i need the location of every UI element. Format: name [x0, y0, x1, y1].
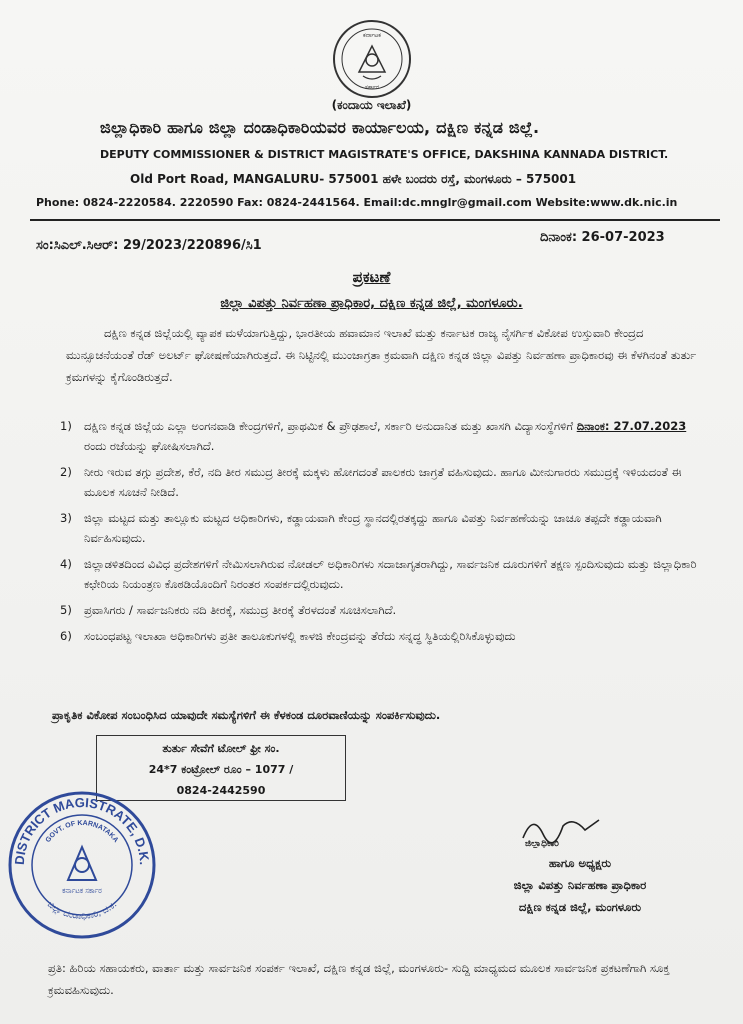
notice-title: ಪ್ರಕಟಣೆ	[352, 268, 391, 286]
stamp-emblem-icon	[68, 847, 96, 880]
item-text-after: ರಂದು ರಜೆಯನ್ನು ಘೋಷಿಸಲಾಗಿದೆ.	[84, 439, 215, 453]
list-item	[60, 462, 710, 502]
header-divider	[30, 219, 720, 221]
signatory-block	[460, 852, 700, 918]
office-title-kannada: ಜಿಲ್ಲಾಧಿಕಾರಿ ಹಾಗೂ ಜಿಲ್ಲಾ ದಂಡಾಧಿಕಾರಿಯವರ ಕಾರ್ಯಾಲಯ, ದಕ್ಷಿಣ ಕನ್ನಡ ಜಿಲ್ಲೆ.	[100, 118, 540, 137]
item-number: 5)	[60, 603, 72, 617]
stamp-outer-text: DISTRICT MAGISTRATE, D.K.	[11, 794, 153, 866]
list-item	[60, 600, 710, 620]
signature-scribble	[515, 808, 605, 848]
item-number: 6)	[60, 629, 72, 643]
office-contact: Phone: 0824-2220584. 2220590 Fax: 0824-2441564. Email:dc.mnglr@gmail.com Website:www.dk.nic.in	[36, 196, 678, 209]
emblem-bottom-text: ಸರ್ಕಾರ	[364, 84, 380, 91]
control-room-number: 24*7 ಕಂಟ್ರೋಲ್ ರೂಂ – 1077 /	[148, 763, 294, 776]
item-number: 4)	[60, 557, 72, 571]
signatory-line-3: ದಕ್ಷಿಣ ಕನ್ನಡ ಜಿಲ್ಲೆ, ಮಂಗಳೂರು	[518, 900, 642, 914]
office-address: Old Port Road, MANGALURU- 575001 ಹಳೇ ಬಂದರು ರಸ್ತೆ, ಮಂಗಳೂರು – 575001	[130, 172, 577, 186]
stamp-graphic	[2, 785, 162, 945]
stamp-center-text: ಕರ್ನಾಟಕ ಸರ್ಕಾರ	[62, 887, 102, 895]
reference-number: ಸಂ:ಸಿಎಲ್.ಸಿಆರ್: 29/2023/220896/ಸಿ1	[36, 238, 262, 253]
directive-list	[60, 416, 710, 652]
stamp-emblem-circle	[75, 858, 89, 872]
list-item	[60, 508, 710, 548]
item-text: ಜಿಲ್ಲಾಡಳಿತದಿಂದ ವಿವಿಧ ಪ್ರದೇಶಗಳಿಗೆ ನೇಮಿಸಲಾಗಿರುವ ನೋಡಲ್ ಅಧಿಕಾರಿಗಳು ಸದಾಜಾಗೃತರಾಗಿದ್ದು, ಸಾರ್ವಜನಿಕ ದೂರುಗಳಿಗೆ ತಕ್ಷಣ ಸ್ಪಂದಿಸುವುದು ಮತ್ತು ಜಿಲ್ಲಾಧಿಕಾರಿ ಕಛೇರಿಯ ನಿಯಂತ್ರಣ ಕೊಠಡಿಯೊಂದಿಗೆ ನಿರಂತರ ಸಂಪರ್ಕದಲ್ಲಿರುವುದು.	[84, 557, 697, 591]
document-date: ದಿನಾಂಕ: 26-07-2023	[540, 230, 665, 245]
district-magistrate-stamp	[2, 785, 162, 945]
list-item	[60, 626, 710, 646]
notice-subtitle: ಜಿಲ್ಲಾ ವಿಪತ್ತು ನಿರ್ವಹಣಾ ಪ್ರಾಧಿಕಾರ, ದಕ್ಷಿಣ ಕನ್ನಡ ಜಿಲ್ಲೆ, ಮಂಗಳೂರು.	[220, 296, 523, 311]
svg-text:GOVT. OF KARNATAKA	[45, 820, 120, 844]
control-room-phone: 0824-2442590	[176, 784, 266, 797]
item-text: ಸಂಬಂಧಪಟ್ಟ ಇಲಾಖಾ ಅಧಿಕಾರಿಗಳು ಪ್ರತೀ ತಾಲೂಕುಗಳಲ್ಲಿ ಕಾಳಜಿ ಕೇಂದ್ರವನ್ನು ತೆರೆದು ಸನ್ನದ್ಧ ಸ್ಥಿತಿಯಲ್ಲಿರಿಸಿಕೊಳ್ಳುವುದು	[84, 629, 516, 643]
item-number: 1)	[60, 419, 72, 433]
stamp-bottom-text: ಜಿಲ್ಲಾ ದಂಡಾಧಿಕಾರಿ, ದ.ಕ.	[44, 899, 120, 922]
toll-free-label: ತುರ್ತು ಸೇವೆಗೆ ಟೋಲ್ ಫ್ರೀ ಸಂ.	[162, 742, 280, 755]
holiday-date: ದಿನಾಂಕ: 27.07.2023	[576, 419, 687, 433]
item-text: ಜಿಲ್ಲಾ ಮಟ್ಟದ ಮತ್ತು ತಾಲ್ಲೂಕು ಮಟ್ಟದ ಅಧಿಕಾರಿಗಳು, ಕಡ್ಡಾಯವಾಗಿ ಕೇಂದ್ರ ಸ್ಥಾನದಲ್ಲಿರತಕ್ಕದ್ದು ಹಾಗೂ ವಿಪತ್ತು ನಿರ್ವಹಣೆಯನ್ನು ಚಾಚೂ ತಪ್ಪದೇ ಕಡ್ಡಾಯವಾಗಿ ನಿರ್ವಹಿಸುವುದು.	[84, 511, 662, 545]
item-text: ಪ್ರವಾಸಿಗರು / ಸಾರ್ವಜನಿಕರು ನದಿ ತೀರಕ್ಕೆ, ಸಮುದ್ರ ತೀರಕ್ಕೆ ತೆರಳದಂತೆ ಸೂಚಿಸಲಾಗಿದೆ.	[84, 603, 397, 617]
svg-text:ಜಿಲ್ಲಾ ದಂಡಾಧಿಕಾರಿ, ದ.ಕ.	[45, 900, 119, 922]
department-name: (ಕಂದಾಯ ಇಲಾಖೆ)	[331, 98, 412, 112]
signature-designation: ಜಿಲ್ಲಾಧಿಕಾರಿ	[525, 839, 559, 848]
signatory-line-2: ಜಿಲ್ಲಾ ವಿಪತ್ತು ನಿರ್ವಹಣಾ ಪ್ರಾಧಿಕಾರ	[513, 878, 647, 892]
signatory-line-1: ಹಾಗೂ ಅಧ್ಯಕ್ಷರು	[548, 856, 612, 870]
item-text-before: ದಕ್ಷಿಣ ಕನ್ನಡ ಜಿಲ್ಲೆಯ ಎಲ್ಲಾ ಅಂಗನವಾಡಿ ಕೇಂದ್ರಗಳಿಗೆ, ಪ್ರಾಥಮಿಕ & ಪ್ರೌಢಶಾಲೆ, ಸರ್ಕಾರಿ ಅನುದಾನಿತ ಮತ್ತು ಖಾಸಗಿ ವಿದ್ಯಾಸಂಸ್ಥೆಗಳಿಗೆ	[84, 419, 577, 433]
item-text	[84, 416, 710, 456]
karnataka-emblem-logo	[333, 20, 411, 98]
closing-line: ಪ್ರಾಕೃತಿಕ ವಿಕೋಪ ಸಂಬಂಧಿಸಿದ ಯಾವುದೇ ಸಮಸ್ಯೆಗಳಿಗೆ ಈ ಕೆಳಕಂಡ ದೂರವಾಣಿಯನ್ನು ಸಂಪರ್ಕಿಸುವುದು.	[52, 708, 441, 722]
item-number: 2)	[60, 465, 72, 479]
copy-to-note: ಪ್ರತಿ: ಹಿರಿಯ ಸಹಾಯಕರು, ವಾರ್ತಾ ಮತ್ತು ಸಾರ್ವಜನಿಕ ಸಂಪರ್ಕ ಇಲಾಖೆ, ದಕ್ಷಿಣ ಕನ್ನಡ ಜಿಲ್ಲೆ, ಮಂಗಳೂರು- ಸುದ್ದಿ ಮಾಧ್ಯಮದ ಮೂಲಕ ಸಾರ್ವಜನಿಕ ಪ್ರಕಟಣೆಗಾಗಿ ಸೂಕ್ತ ಕ್ರಮವಹಿಸುವುದು.	[48, 961, 670, 997]
emblem-graphic	[335, 22, 409, 96]
list-item	[60, 416, 710, 456]
list-item	[60, 554, 710, 594]
item-text: ನೀರು ಇರುವ ತಗ್ಗು ಪ್ರದೇಶ, ಕೆರೆ, ನದಿ ತೀರ ಸಮುದ್ರ ತೀರಕ್ಕೆ ಮಕ್ಕಳು ಹೋಗದಂತೆ ಪಾಲಕರು ಜಾಗ್ರತೆ ವಹಿಸುವುದು. ಹಾಗೂ ಮೀನುಗಾರರು ಸಮುದ್ರಕ್ಕೆ ಇಳಿಯದಂತೆ ಈ ಮೂಲಕ ಸೂಚನೆ ನೀಡಿದೆ.	[84, 465, 682, 499]
intro-paragraph: ದಕ್ಷಿಣ ಕನ್ನಡ ಜಿಲ್ಲೆಯಲ್ಲಿ ವ್ಯಾಪಕ ಮಳೆಯಾಗುತ್ತಿದ್ದು, ಭಾರತೀಯ ಹವಾಮಾನ ಇಲಾಖೆ ಮತ್ತು ಕರ್ನಾಟಕ ರಾಜ್ಯ ನೈಸರ್ಗಿಕ ವಿಕೋಪ ಉಸ್ತುವಾರಿ ಕೇಂದ್ರದ ಮುನ್ಸೂಚನೆಯಂತೆ ರೆಡ್ ಅಲರ್ಟ್ ಘೋಷಣೆಯಾಗಿರುತ್ತದೆ. ಈ ನಿಟ್ಟಿನಲ್ಲಿ ಮುಂಜಾಗ್ರತಾ ಕ್ರಮವಾಗಿ ದಕ್ಷಿಣ ಕನ್ನಡ ಜಿಲ್ಲಾ ವಿಪತ್ತು ನಿರ್ವಹಣಾ ಪ್ರಾಧಿಕಾರವು ಈ ಕೆಳಗಿನಂತೆ ತುರ್ತು ಕ್ರಮಗಳನ್ನು ಕೈಗೊಂಡಿರುತ್ತದೆ.	[66, 326, 697, 384]
office-title-english: DEPUTY COMMISSIONER & DISTRICT MAGISTRATE'S OFFICE, DAKSHINA KANNADA DISTRICT.	[100, 148, 669, 161]
stamp-inner-text: GOVT. OF KARNATAKA	[44, 819, 120, 844]
item-number: 3)	[60, 511, 72, 525]
emblem-top-text: ಕರ್ನಾಟಕ	[363, 32, 381, 39]
